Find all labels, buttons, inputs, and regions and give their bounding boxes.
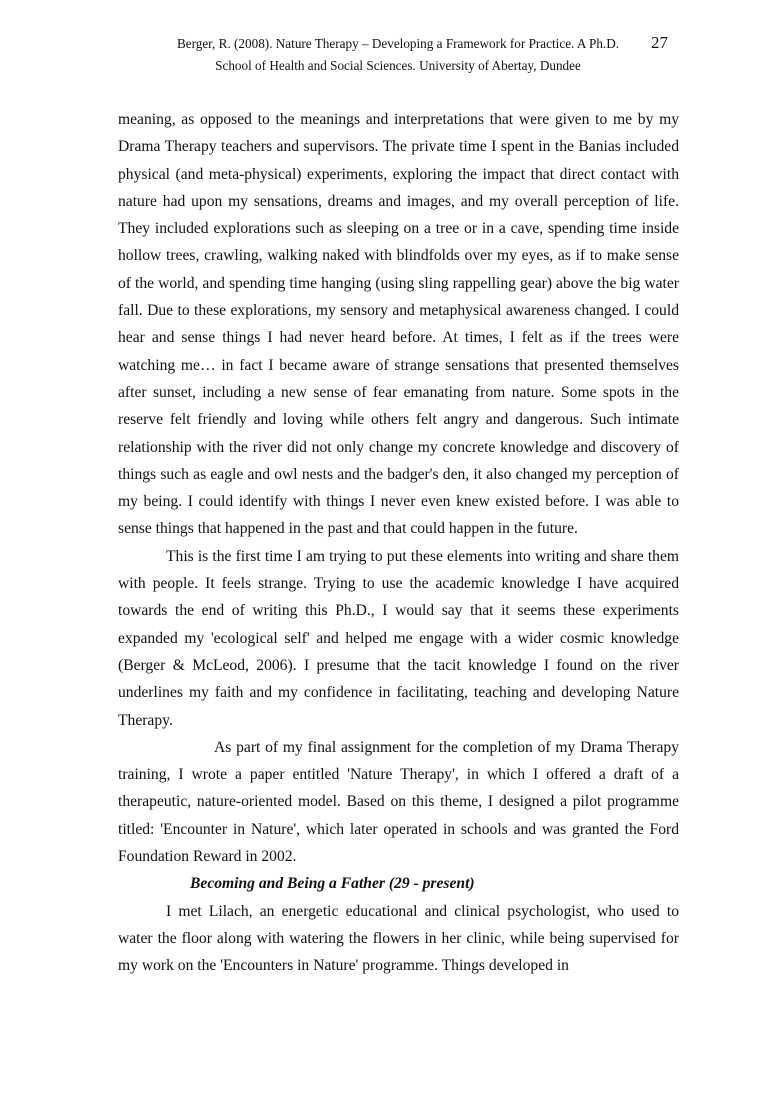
page-number: 27 [651, 33, 668, 52]
section-subheading: Becoming and Being a Father (29 - present) [190, 875, 475, 893]
running-header [118, 33, 678, 77]
body-paragraph: I met Lilach, an energetic educational and clinical psychologist, who used to water the floor along with watering the flowers in her clinic, while being supervised for my work on the 'Encounters in Nature' programme. Things developed in [118, 902, 679, 975]
header-citation-line-1: Berger, R. (2008). Nature Therapy – Developing a Framework for Practice. A Ph.D. [176, 36, 620, 51]
body-paragraph: This is the first time I am trying to put these elements into writing and share them with people. It feels strange. Trying to use the academic knowledge I have acquired towards the end of writing this Ph.D., I would say that it seems these experiments expanded my 'ecological self' and helped me engage with a wider cosmic knowledge (Berger & McLeod, 2006). I presume that the tacit knowledge I found on the river underlines my faith and my confidence in facilitating, teaching and developing Nature Therapy. [118, 547, 679, 729]
body-paragraph: As part of my final assignment for the completion of my Drama Therapy training, I wrote a paper entitled 'Nature Therapy', in which I offered a draft of a therapeutic, nature-oriented model. Based on this theme, I designed a pilot programme titled: 'Encounter in Nature', which later operated in schools and was granted the Ford Foundation Reward in 2002. [118, 738, 679, 866]
body-text [118, 106, 679, 980]
header-citation-line-2: School of Health and Social Sciences. University of Abertay, Dundee [215, 58, 581, 73]
body-paragraph: meaning, as opposed to the meanings and interpretations that were given to me by my Drama Therapy teachers and supervisors. The private time I spent in the Banias included physical (and meta-physical) experiments, exploring the impact that direct contact with nature had upon my sensations, dreams and images, and my overall perception of life. They included explorations such as sleeping on a tree or in a cave, spending time inside hollow trees, crawling, walking naked with blindfolds over my eyes, as if to make sense of the world, and spending time hanging (using sling rappelling gear) above the big water fall. Due to these explorations, my sensory and metaphysical awareness changed. I could hear and sense things I had never heard before. At times, I felt as if the trees were watching me… in fact I became aware of strange sensations that presented themselves after sunset, including a new sense of fear emanating from nature. Some spots in the reserve felt friendly and loving while others felt angry and dangerous. Such intimate relationship with the river did not only change my concrete knowledge and discovery of things such as eagle and owl nests and the badger's den, it also changed my perception of my being. I could identify with things I never even knew existed before. I was able to sense things that happened in the past and that could happen in the future. [118, 111, 679, 538]
